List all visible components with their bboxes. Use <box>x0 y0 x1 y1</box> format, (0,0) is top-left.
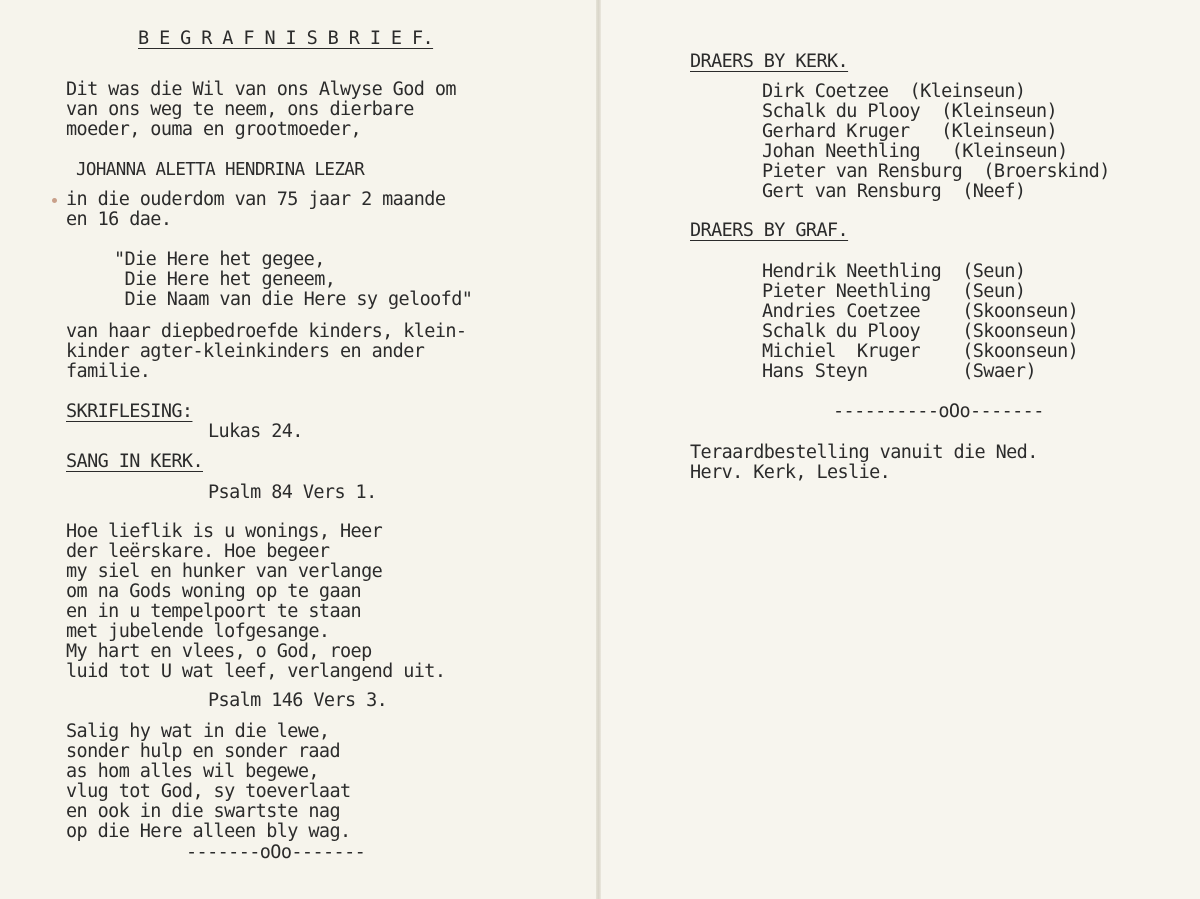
from-line-1: van haar diepbedroefde kinders, klein- <box>66 321 467 342</box>
psalm-2-line-4: vlug tot God, sy toeverlaat <box>66 781 351 802</box>
church-bearer-1: Dirk Coetzee (Kleinseun) <box>762 81 1026 102</box>
page-fold <box>596 0 601 899</box>
scripture-reading: Lukas 24. <box>208 421 303 442</box>
church-bearer-4: Johan Neethling (Kleinseun) <box>762 141 1068 162</box>
church-bearer-3: Gerhard Kruger (Kleinseun) <box>762 121 1058 142</box>
psalm-1-line-1: Hoe lieflik is u wonings, Heer <box>66 521 383 542</box>
psalm-2-line-2: sonder hulp en sonder raad <box>66 741 340 762</box>
psalm-1-line-3: my siel en hunker van verlange <box>66 561 383 582</box>
burial-line-1: Teraardbestelling vanuit die Ned. <box>690 442 1038 463</box>
grave-bearer-2: Pieter Neethling (Seun) <box>762 281 1026 302</box>
grave-bearer-6: Hans Steyn (Swaer) <box>762 361 1036 382</box>
grave-bearers-heading: DRAERS BY GRAF. <box>690 220 849 241</box>
church-bearers-heading: DRAERS BY KERK. <box>690 51 849 72</box>
intro-line-2: van ons weg te neem, ons dierbare <box>66 99 414 120</box>
psalm-1-line-5: en in u tempelpoort te staan <box>66 601 362 622</box>
intro-line-3: moeder, ouma en grootmoeder, <box>66 119 362 140</box>
grave-bearer-4: Schalk du Plooy (Skoonseun) <box>762 321 1079 342</box>
right-divider: ----------oOo------- <box>833 401 1044 422</box>
church-bearer-6: Gert van Rensburg (Neef) <box>762 181 1026 202</box>
psalm-1-line-7: My hart en vlees, o God, roep <box>66 641 372 662</box>
grave-bearer-1: Hendrik Neethling (Seun) <box>762 261 1026 282</box>
left-divider: -------oOo------- <box>186 842 366 863</box>
psalm-1-line-4: om na Gods woning op te gaan <box>66 581 362 602</box>
psalm-2-line-6: op die Here alleen bly wag. <box>66 821 351 842</box>
psalm-1-title: Psalm 84 Vers 1. <box>208 482 377 503</box>
grave-bearer-5: Michiel Kruger (Skoonseun) <box>762 341 1079 362</box>
scripture-heading: SKRIFLESING: <box>66 401 193 422</box>
deceased-name: JOHANNA ALETTA HENDRINA LEZAR <box>76 160 365 180</box>
from-line-2: kinder agter-kleinkinders en ander <box>66 341 425 362</box>
age-line-2: en 16 dae. <box>66 209 172 230</box>
psalm-1-line-8: luid tot U wat leef, verlangend uit. <box>66 661 446 682</box>
quote-line-3: Die Naam van die Here sy geloofd" <box>114 289 473 310</box>
ink-mark <box>52 198 57 203</box>
psalm-2-line-1: Salig hy wat in die lewe, <box>66 721 330 742</box>
burial-line-2: Herv. Kerk, Leslie. <box>690 462 891 483</box>
psalm-2-line-5: en ook in die swartste nag <box>66 801 340 822</box>
quote-line-2: Die Here het geneem, <box>114 269 336 290</box>
psalm-1-line-6: met jubelende lofgesange. <box>66 621 330 642</box>
church-bearer-5: Pieter van Rensburg (Broerskind) <box>762 161 1110 182</box>
page-title: B E G R A F N I S B R I E F. <box>138 28 434 49</box>
grave-bearer-3: Andries Coetzee (Skoonseun) <box>762 301 1079 322</box>
psalm-2-title: Psalm 146 Vers 3. <box>208 690 388 711</box>
psalm-2-line-3: as hom alles wil begewe, <box>66 761 319 782</box>
age-line-1: in die ouderdom van 75 jaar 2 maande <box>66 189 446 210</box>
psalm-1-line-2: der leërskare. Hoe begeer <box>66 541 330 562</box>
song-heading: SANG IN KERK. <box>66 451 203 472</box>
intro-line-1: Dit was die Wil van ons Alwyse God om <box>66 79 456 100</box>
quote-line-1: "Die Here het gegee, <box>114 249 325 270</box>
from-line-3: familie. <box>66 361 151 382</box>
church-bearer-2: Schalk du Plooy (Kleinseun) <box>762 101 1058 122</box>
